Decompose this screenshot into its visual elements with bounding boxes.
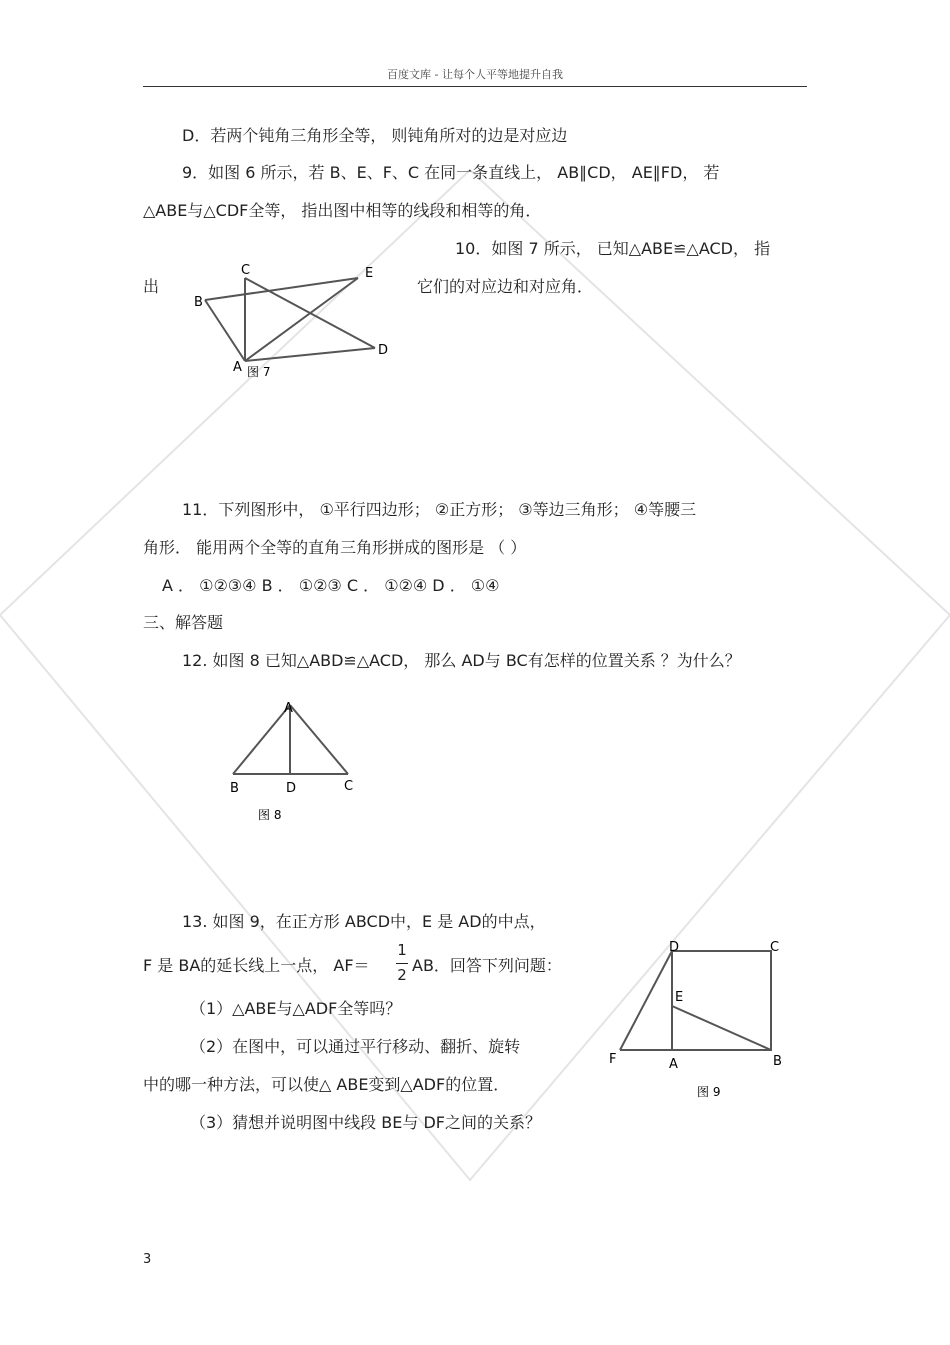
question-11-options: A ． ①②③④ B ． ①②③ C ． ①②④ D ． ①④	[162, 576, 500, 595]
fig7-label-a: A	[233, 360, 242, 375]
question-12-text: 12. 如图 8 已知△ABD≌△ACD， 那么 AD与 BC有怎样的位置关系 ？为什么？	[182, 651, 741, 670]
fig8-segment-ac	[290, 705, 348, 774]
fig9-label-a: A	[669, 1057, 678, 1072]
question-13-line-2-post: AB．回答下列问题：	[412, 956, 562, 975]
figure-8	[220, 695, 370, 825]
fig8-segment-ab	[233, 705, 290, 774]
question-10-line-2-left: 出	[143, 277, 160, 296]
fig9-segment-fd	[620, 951, 672, 1050]
fig7-caption: 图 7	[247, 365, 271, 379]
fig9-label-b: B	[773, 1054, 782, 1069]
fig8-label-c: C	[344, 779, 354, 794]
fig7-label-d: D	[378, 343, 389, 358]
figure-9	[600, 935, 800, 1105]
question-13-part-3: （3）猜想并说明图中线段 BE与 DF之间的关系？	[190, 1113, 541, 1132]
fig9-label-c: C	[770, 940, 780, 955]
fig9-label-e: E	[675, 990, 684, 1005]
section-3-heading: 三、解答题	[143, 613, 224, 632]
question-13-line-1: 13. 如图 9，在正方形 ABCD中，E 是 AD的中点，	[182, 912, 546, 931]
header-divider	[143, 86, 807, 87]
fig7-segment-ae	[245, 278, 358, 361]
option-d-text: D．若两个钝角三角形全等， 则钝角所对的边是对应边	[182, 126, 568, 145]
question-10-line-1: 10．如图 7 所示， 已知△ABE≌△ACD， 指	[455, 239, 771, 258]
question-9-line-2: △ABE与△CDF全等， 指出图中相等的线段和相等的角．	[143, 201, 542, 220]
question-9-line-1: 9．如图 6 所示，若 B、E、F、C 在同一条直线上， AB∥CD， AE∥FD， 若	[182, 163, 720, 182]
question-13-part-2-line-1: （2）在图中，可以通过平行移动、翻折、旋转	[190, 1037, 521, 1056]
fig9-label-d: D	[669, 940, 680, 955]
question-11-line-2: 角形． 能用两个全等的直角三角形拼成的图形是 （ ）	[143, 538, 527, 557]
question-13-line-2-pre: F 是 BA的延长线上一点， AF＝	[143, 956, 370, 975]
fig8-label-a: A	[284, 701, 293, 716]
page-number: 3	[143, 1252, 152, 1267]
fig8-label-b: B	[230, 781, 239, 796]
fig7-label-b: B	[194, 295, 203, 310]
question-13-part-2-line-2: 中的哪一种方法，可以使△ ABE变到△ADF的位置．	[143, 1075, 510, 1094]
question-10-line-2-right: 它们的对应边和对应角．	[417, 277, 594, 296]
fig7-segment-cd	[245, 278, 375, 348]
fig7-segment-ab	[205, 300, 245, 361]
fig9-caption: 图 9	[697, 1085, 721, 1099]
fig9-segment-eb	[672, 1006, 771, 1050]
fig8-caption: 图 8	[258, 808, 282, 822]
fig9-square-abcd	[672, 951, 771, 1050]
page-header: 百度文库 - 让每个人平等地提升自我	[387, 68, 563, 81]
fig8-label-d: D	[286, 781, 297, 796]
fraction-numerator: 1	[397, 941, 407, 959]
fraction-bar	[396, 963, 408, 964]
fig9-label-f: F	[609, 1052, 617, 1067]
fig7-label-e: E	[365, 266, 374, 281]
figure-7	[190, 258, 400, 383]
fraction-denominator: 2	[397, 966, 407, 984]
fig7-segment-ad	[245, 348, 375, 361]
question-13-part-1: （1）△ABE与△ADF全等吗？	[190, 999, 402, 1018]
question-11-line-1: 11．下列图形中， ①平行四边形； ②正方形； ③等边三角形； ④等腰三	[182, 500, 697, 519]
fig7-label-c: C	[241, 263, 251, 278]
